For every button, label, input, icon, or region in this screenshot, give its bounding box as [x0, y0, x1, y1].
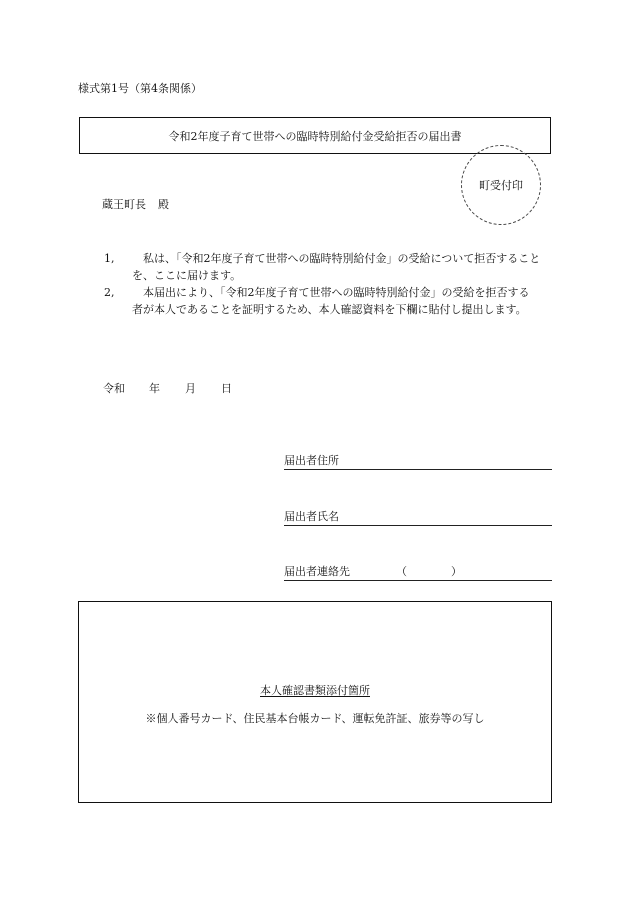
applicant-name-label: 届出者氏名 — [284, 510, 339, 523]
statement-text-block — [132, 284, 556, 318]
contact-parentheses — [396, 563, 462, 579]
applicant-address-label: 届出者住所 — [284, 454, 339, 467]
statement-item — [104, 284, 556, 318]
applicant-contact-field[interactable] — [284, 563, 552, 581]
date-line — [103, 380, 232, 396]
statement-text-block — [132, 250, 556, 284]
addressee — [102, 196, 169, 212]
statement-continuation: 者が本人であることを証明するため、本人確認資料を下欄に貼付し提出します。 — [132, 303, 527, 316]
statement-item — [104, 250, 556, 284]
addressee-name: 蔵王町長 — [102, 198, 146, 211]
addressee-honorific: 殿 — [158, 198, 169, 211]
document-title-box — [79, 117, 551, 154]
applicant-address-field[interactable] — [284, 452, 552, 470]
date-year-label: 年 — [149, 382, 160, 395]
statement-text: 私は、「令和2年度子育て世帯への臨時特別給付金」の受給について拒否すること — [143, 252, 541, 265]
document-title: 令和2年度子育て世帯への臨時特別給付金受給拒否の届出書 — [168, 129, 462, 143]
attachment-note: ※個人番号カード、住民基本台帳カード、運転免許証、旅券等の写し — [145, 712, 485, 725]
statement-number: 2, — [104, 286, 115, 299]
contact-paren-close: ） — [451, 565, 462, 578]
date-month-label: 月 — [185, 382, 196, 395]
statement-number: 1, — [104, 252, 115, 265]
statements — [104, 250, 556, 318]
applicant-name-field[interactable] — [284, 508, 552, 526]
statement-continuation: を、ここに届けます。 — [132, 269, 242, 282]
reception-stamp-area — [461, 145, 541, 225]
attachment-title: 本人確認書類添付箇所 — [260, 684, 370, 697]
id-document-attachment-area[interactable] — [78, 601, 552, 803]
contact-paren-open: （ — [396, 565, 407, 578]
reception-stamp-label: 町受付印 — [479, 179, 523, 192]
date-day-label: 日 — [221, 382, 232, 395]
form-number: 様式第1号（第4条関係） — [78, 82, 202, 95]
applicant-contact-label: 届出者連絡先 — [284, 565, 350, 578]
date-era: 令和 — [103, 382, 125, 395]
statement-text: 本届出により、「令和2年度子育て世帯への臨時特別給付金」の受給を拒否する — [143, 286, 530, 299]
